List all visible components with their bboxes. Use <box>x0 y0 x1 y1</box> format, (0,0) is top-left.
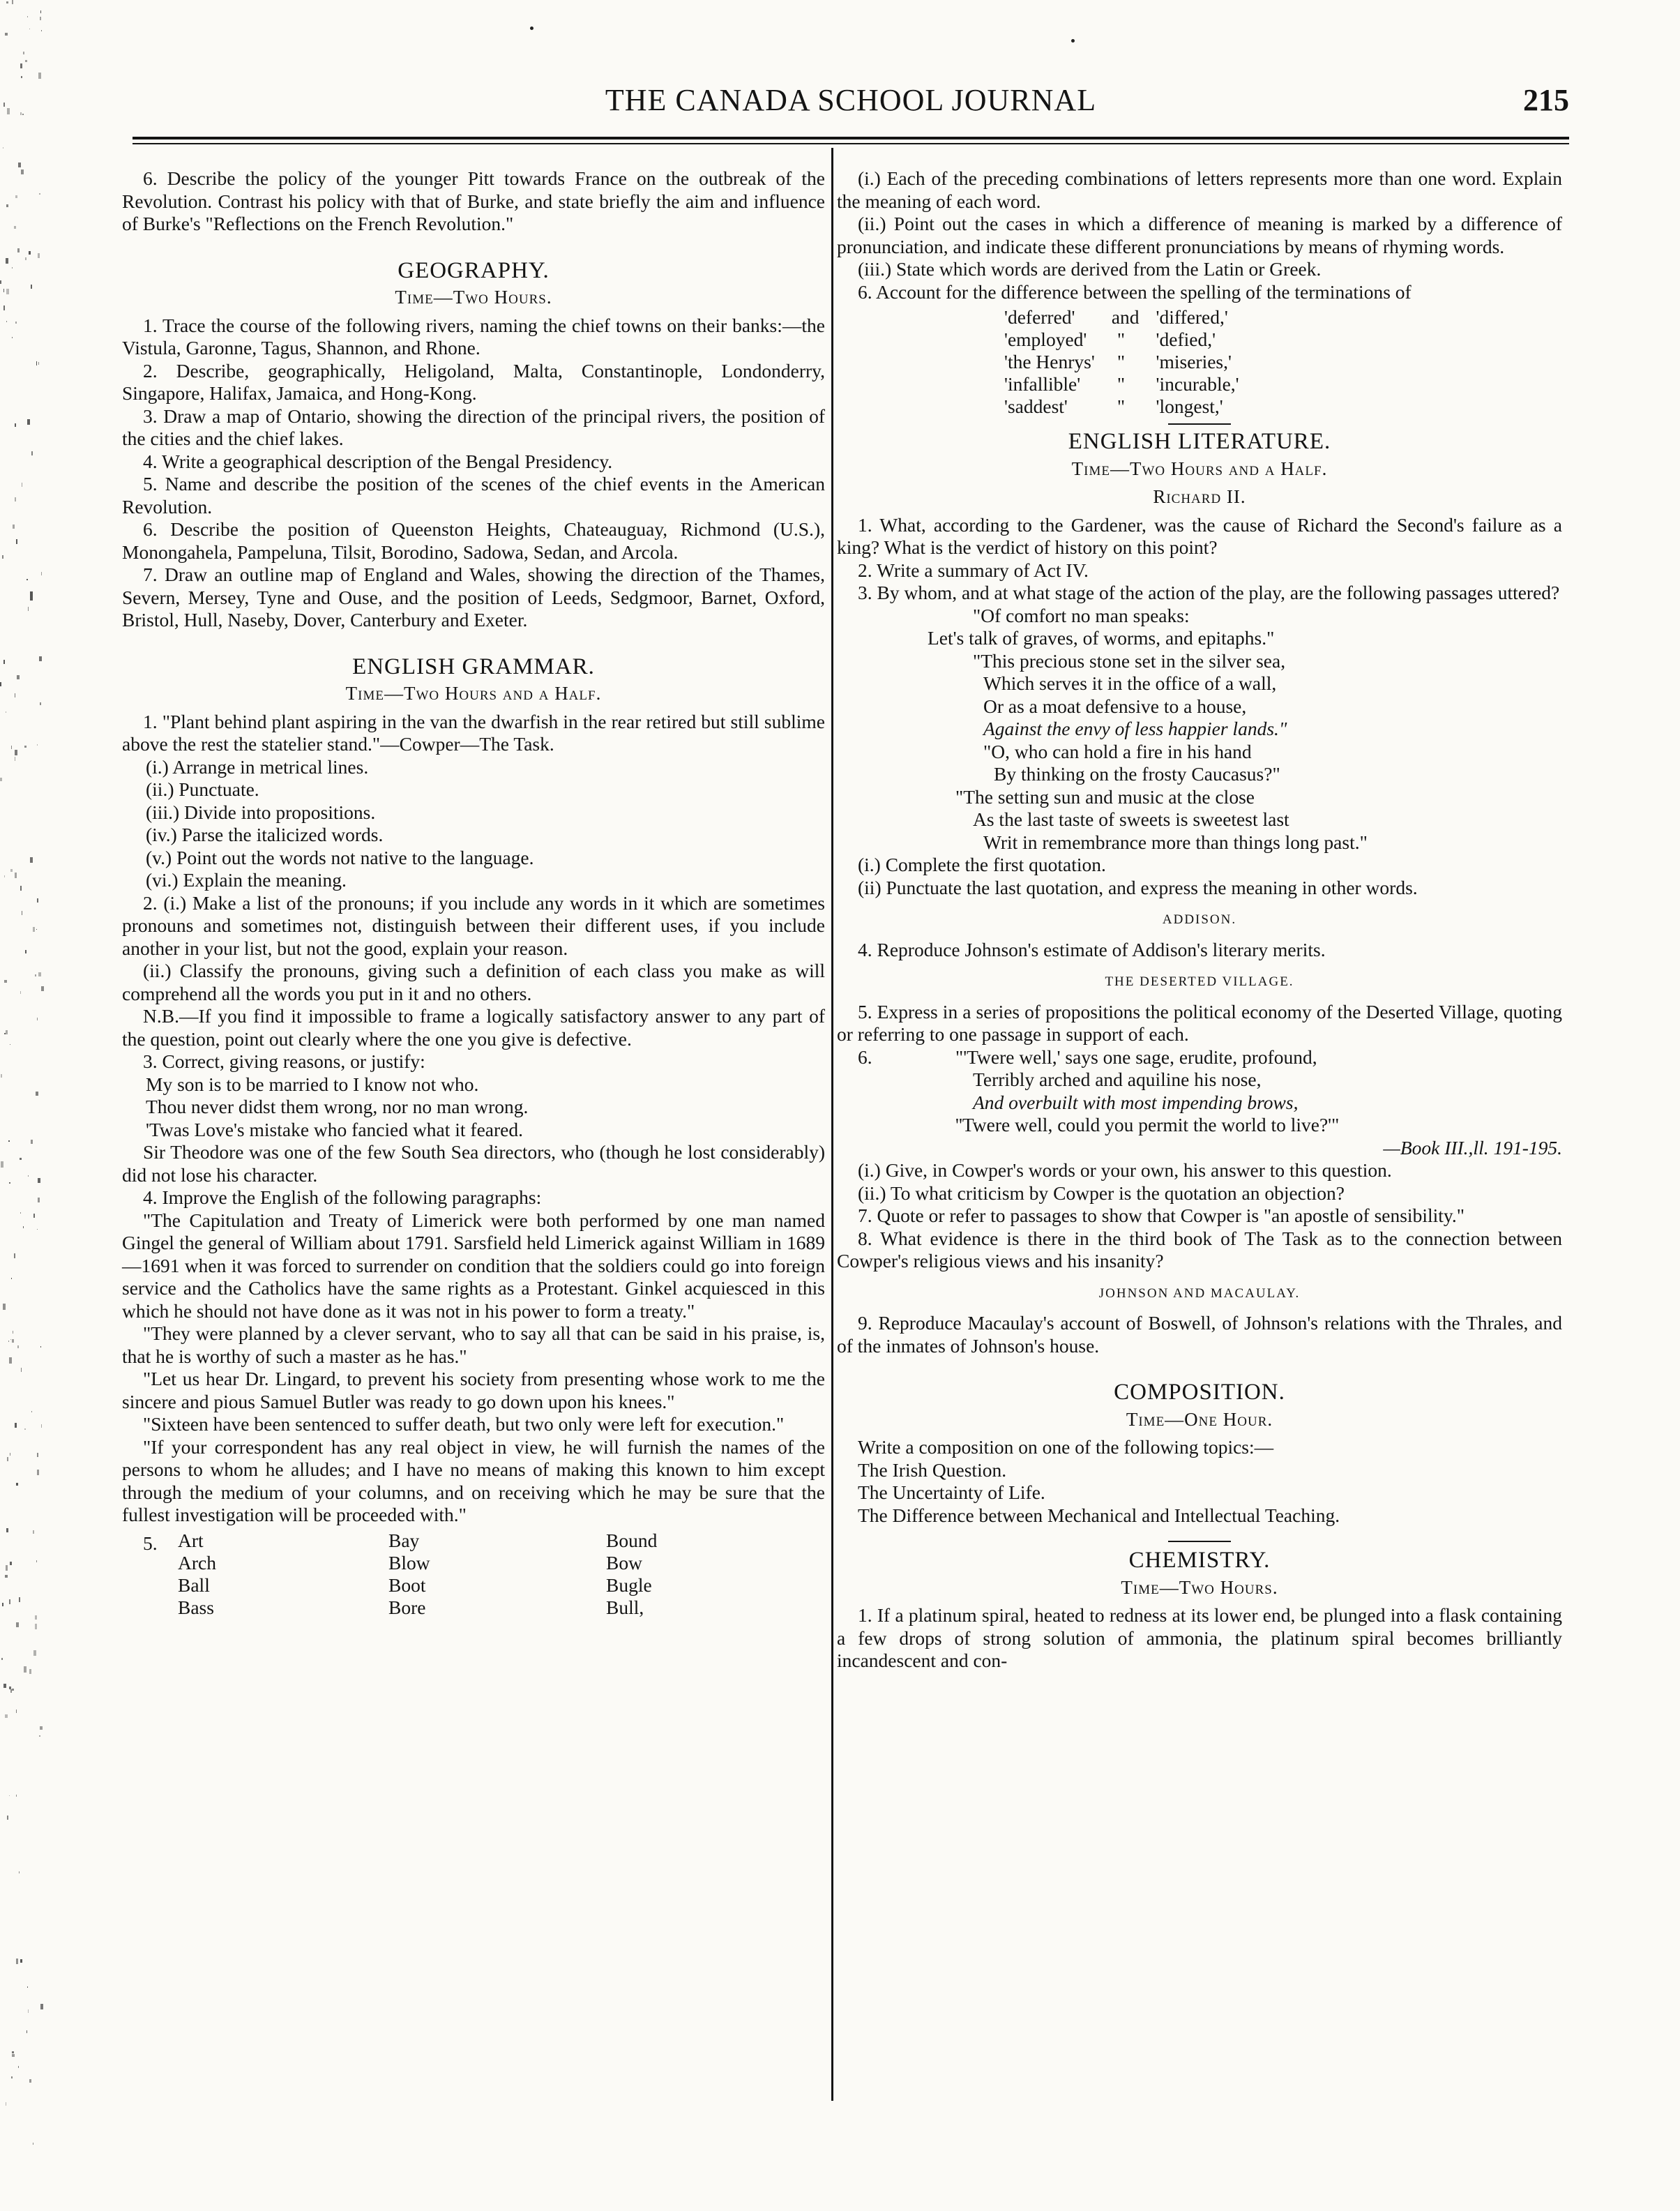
scan-speck <box>39 1735 40 1737</box>
verse-line: "O, who can hold a fire in his hand <box>983 740 1252 762</box>
scan-speck <box>25 950 27 953</box>
scan-speck <box>5 1714 8 1718</box>
scan-speck <box>31 285 32 289</box>
grammar-q4-paragraph: "If your correspondent has any real object in view, he will furnish the names of the persons to whom he alludes; and I have no means of making this known to him except through the medium of your columns, and on receiving which he may be sure that the fullest investigation will be proceeded with." <box>122 1435 825 1525</box>
scan-speck <box>20 991 21 994</box>
scan-speck <box>1 1658 3 1660</box>
scan-speck <box>40 1346 41 1348</box>
scan-speck <box>11 746 12 749</box>
scan-speck <box>14 226 16 229</box>
scan-speck <box>16 1710 17 1713</box>
scan-speck <box>1071 39 1075 43</box>
geography-heading: GEOGRAPHY. <box>398 257 550 283</box>
literature-question-3: 3. By whom, and at what stage of the action of the play, are the following passages uttered? <box>858 582 1560 603</box>
word-row <box>178 1597 672 1619</box>
grammar-q3-line: My son is to be married to I know not who. <box>146 1073 479 1095</box>
scan-speck <box>7 1816 8 1820</box>
scan-speck <box>21 1368 22 1372</box>
composition-topic: The Irish Question. <box>858 1458 1007 1481</box>
scan-speck <box>18 163 21 167</box>
scan-speck <box>27 16 28 17</box>
composition-intro: Write a composition on one of the following topics:— <box>858 1436 1274 1458</box>
scan-speck <box>8 1341 9 1342</box>
spelling-question-6: 6. Account for the difference between the spelling of the terminations of <box>858 280 1412 303</box>
scan-speck <box>37 1470 39 1475</box>
spelling-cell: 'employed' <box>1004 329 1087 350</box>
scan-speck <box>3 305 5 310</box>
scan-speck <box>24 746 27 748</box>
spelling-cell: 'defied,' <box>1156 329 1216 350</box>
scan-speck <box>41 986 44 991</box>
verse-line: "This precious stone set in the silver sea, <box>973 649 1286 672</box>
scan-speck <box>37 1018 38 1020</box>
scan-speck <box>21 76 22 78</box>
scan-speck <box>35 1615 37 1620</box>
scan-speck <box>20 886 22 891</box>
literature-question-4: 4. Reproduce Johnson's estimate of Addison's literary merits. <box>858 938 1326 960</box>
grammar-question-4: 4. Improve the English of the following paragraphs: <box>143 1186 542 1208</box>
word-row <box>178 1552 672 1574</box>
geography-question: 4. Write a geographical description of the Bengal Presidency. <box>143 450 613 472</box>
word-cell: Bound <box>606 1529 658 1551</box>
q5-part: (i.) Each of the preceding combinations of letters represents more than one word. Explain the meaning of each word. <box>837 167 1562 212</box>
grammar-q4-paragraph: "The Capitulation and Treaty of Limerick were both performed by one man named Gingel the general of William about 1791. Sarsfield held Limerick against William in 1689—1691 when it was forced to surrender on condition that the soldiers could go into foreign service and the Catholics have the same rights as a Protestant. Ginkel acquiesced in this which he should not have done as it was not in his power to form a treaty." <box>122 1209 825 1322</box>
scan-speck <box>16 1959 18 1964</box>
chemistry-time: Time—Two Hours. <box>1121 1576 1278 1598</box>
left-column <box>122 167 825 1623</box>
scan-margin-noise <box>0 0 49 2211</box>
scan-speck <box>12 1689 14 1691</box>
scan-speck <box>12 337 13 338</box>
scan-speck <box>21 169 24 174</box>
scan-speck <box>27 419 30 425</box>
scan-speck <box>1 1161 3 1168</box>
word-cell: Bull, <box>606 1596 644 1618</box>
literature-heading: ENGLISH LITERATURE. <box>1068 429 1331 454</box>
scan-speck <box>6 1528 8 1532</box>
scan-speck <box>29 251 31 255</box>
grammar-q1-part: (vi.) Explain the meaning. <box>146 869 347 891</box>
verse-line: Let's talk of graves, of worms, and epitaphs." <box>928 627 1275 649</box>
literature-question-9: 9. Reproduce Macaulay's account of Boswell, of Johnson's relations with the Thrales, and of the inmates of Johnson's house. <box>837 1312 1562 1357</box>
scan-speck <box>15 750 17 755</box>
grammar-q4-paragraph: "They were planned by a clever servant, who to say all that can be said in his praise, is, that he is worthy of such a master as he has." <box>122 1322 825 1367</box>
scan-speck <box>10 1339 11 1340</box>
grammar-time: Time—Two Hours and a Half. <box>345 683 602 704</box>
geography-question: 1. Trace the course of the following rivers, naming the chief towns on their banks:—the Vistula, Garonne, Tagus, Shannon, and Rhone. <box>122 314 825 359</box>
scan-speck <box>41 572 42 575</box>
geography-question: 2. Describe, geographically, Heligoland, Malta, Constantinople, Londonderry, Singapore, Halifax, Jamaica, and Hong-Kong. <box>122 359 825 404</box>
literature-q6-ii: (ii.) To what criticism by Cowper is the quotation an objection? <box>858 1182 1345 1204</box>
scan-speck <box>15 1423 17 1428</box>
scan-speck <box>3 103 5 107</box>
scan-speck <box>22 114 24 115</box>
scan-speck <box>31 1140 33 1144</box>
chemistry-heading: CHEMISTRY. <box>1128 1548 1271 1573</box>
journal-title: THE CANADA SCHOOL JOURNAL <box>605 83 1097 117</box>
grammar-question-5 <box>122 1530 825 1619</box>
grammar-question-1: 1. "Plant behind plant aspiring in the van the dwarfish in the rear retired but still sublime above the rest the statelier stand."—Cowper—The Task. <box>122 710 825 755</box>
scan-speck <box>17 248 20 252</box>
scan-speck <box>20 112 22 115</box>
verse-line: Which serves it in the office of a wall, <box>983 672 1277 694</box>
scan-speck <box>18 2066 19 2068</box>
scan-speck <box>38 972 41 976</box>
grammar-q3-line: 'Twas Love's mistake who fancied what it feared. <box>146 1118 523 1140</box>
scan-speck <box>7 108 10 114</box>
grammar-q5-label: 5. <box>143 1532 158 1554</box>
scan-speck <box>23 52 24 54</box>
scan-speck <box>30 596 33 601</box>
scan-speck <box>20 1158 22 1160</box>
scan-speck <box>12 1339 14 1343</box>
composition-topic: The Difference between Mechanical and Intellectual Teaching. <box>858 1504 1340 1526</box>
word-cell: Bow <box>606 1551 642 1574</box>
grammar-q1-part: (iii.) Divide into propositions. <box>146 801 376 823</box>
scan-speck <box>5 1575 8 1578</box>
scan-speck <box>30 591 33 596</box>
scan-speck <box>28 607 29 611</box>
geography-question: 7. Draw an outline map of England and Wales, showing the direction of the Thames, Severn, Mersey, Tyne and Ouse, and the position of Leeds, Sedgmoor, Barnet, Oxford, Bristol, Hull, Naseby, Dover, Canterbury and Exeter. <box>122 564 825 631</box>
spelling-cell: 'deferred' <box>1004 306 1075 328</box>
verse-line: As the last taste of sweets is sweetest last <box>973 808 1289 830</box>
scan-speck <box>0 280 1 284</box>
composition-topic: The Uncertainty of Life. <box>858 1481 1045 1503</box>
scan-speck <box>31 451 33 455</box>
scan-speck <box>6 321 7 322</box>
scan-speck <box>16 1622 19 1627</box>
grammar-q3-tail: Sir Theodore was one of the few South Sea directors, who (though he lost considerably) did not lose his character. <box>122 1141 825 1186</box>
literature-q6-label: 6. <box>858 1046 872 1068</box>
spelling-cell: and <box>1111 306 1140 328</box>
scan-speck <box>12 2054 15 2057</box>
scan-speck <box>31 1411 32 1412</box>
scan-speck <box>6 289 9 294</box>
spelling-cell: " <box>1117 351 1126 372</box>
scan-speck <box>28 1175 29 1177</box>
scan-speck <box>24 1428 26 1430</box>
grammar-q3-line: Thou never didst them wrong, nor no man wrong. <box>146 1096 529 1117</box>
scan-speck <box>38 73 41 79</box>
section-rule <box>1168 423 1231 425</box>
spelling-cell: " <box>1117 329 1126 350</box>
scan-speck <box>37 898 38 903</box>
verse-line: By thinking on the frosty Caucasus?" <box>994 763 1280 785</box>
scan-speck <box>40 1726 43 1730</box>
page-header <box>133 82 1569 124</box>
verse-line: And overbuilt with most impending brows, <box>973 1091 1299 1113</box>
spelling-row <box>1004 329 1256 351</box>
literature-time: Time—Two Hours and a Half. <box>1071 458 1328 479</box>
scan-speck <box>40 10 41 13</box>
scan-speck <box>33 1650 36 1656</box>
verse-line: "Of comfort no man speaks: <box>973 604 1190 626</box>
verse-line: Or as a moat defensive to a house, <box>983 695 1247 717</box>
spelling-cell: 'saddest' <box>1004 395 1068 417</box>
spelling-cell: 'differed,' <box>1156 306 1228 328</box>
spelling-row <box>1004 373 1256 395</box>
scan-speck <box>6 1565 8 1571</box>
scan-speck <box>36 929 37 930</box>
literature-question-6 <box>837 1046 1562 1160</box>
scan-speck <box>15 195 17 198</box>
scan-speck <box>11 2076 13 2078</box>
q5-part: (ii.) Point out the cases in which a difference of meaning is marked by a difference of pronunciation, and indicate these different pronunciations by means of rhyming words. <box>837 213 1562 257</box>
scan-speck <box>9 1182 10 1184</box>
johnson-macaulay-heading: JOHNSON AND MACAULAY. <box>1098 1285 1301 1301</box>
word-cell: Bugle <box>606 1574 652 1596</box>
grammar-nb-note: N.B.—If you find it impossible to frame a logically satisfactory answer to any part of the question, point out clearly where the one you give is defective. <box>122 1005 825 1050</box>
scan-speck <box>25 60 27 62</box>
scan-speck <box>4 875 5 877</box>
scan-speck <box>6 1 8 3</box>
literature-q3-i: (i.) Complete the first quotation. <box>858 854 1106 875</box>
spelling-cell: " <box>1117 373 1126 395</box>
spelling-cell: " <box>1117 395 1126 417</box>
scan-speck <box>9 1686 11 1689</box>
scan-speck <box>3 660 5 664</box>
scan-speck <box>38 253 40 258</box>
scan-speck <box>15 423 16 427</box>
quotation-attribution: —Book III.,ll. 191-195. <box>1383 1136 1562 1159</box>
geography-question: 5. Name and describe the position of the scenes of the chief events in the American Revolution. <box>122 473 825 518</box>
spelling-cell: 'miseries,' <box>1156 351 1232 372</box>
scan-speck <box>37 1453 38 1457</box>
verse-line: "The setting sun and music at the close <box>955 785 1255 808</box>
scan-speck <box>33 1214 35 1218</box>
spelling-cell: 'incurable,' <box>1156 373 1239 395</box>
header-rule-thin <box>133 143 1569 144</box>
scan-speck <box>15 497 16 501</box>
word-row <box>178 1530 672 1552</box>
spelling-cell: 'the Henrys' <box>1004 351 1095 372</box>
scan-speck <box>36 1092 38 1096</box>
scan-speck <box>8 1140 10 1142</box>
word-cell: Blow <box>388 1551 430 1574</box>
word-row <box>178 1574 672 1597</box>
scan-speck <box>9 1795 10 1796</box>
scan-speck <box>40 702 41 705</box>
literature-question-7: 7. Quote or refer to passages to show that Cowper is "an apostle of sensibility." <box>858 1205 1465 1226</box>
scan-speck <box>4 980 7 983</box>
q5-part: (iii.) State which words are derived from the Latin or Greek. <box>858 258 1322 280</box>
verse-line: "'Twere well,' says one sage, erudite, profound, <box>955 1046 1317 1068</box>
scan-speck <box>35 974 36 976</box>
grammar-q1-part: (i.) Arrange in metrical lines. <box>146 755 369 778</box>
scan-speck <box>36 1560 37 1562</box>
scan-speck <box>1 1074 2 1078</box>
scan-speck <box>19 1871 20 1873</box>
scan-speck <box>3 1304 6 1310</box>
scan-speck <box>11 1278 12 1279</box>
deserted-village-heading: THE DESERTED VILLAGE. <box>1105 974 1294 989</box>
verse-line: Writ in remembrance more than things long past." <box>983 831 1368 853</box>
scan-speck <box>14 1253 15 1258</box>
grammar-question-2-ii: (ii.) Classify the pronouns, giving such a definition of each class you make as will comprehend all the words you put in it and no others. <box>122 960 825 1004</box>
spelling-row <box>1004 306 1256 329</box>
word-cell: Bay <box>388 1529 420 1551</box>
scan-speck <box>0 682 1 686</box>
grammar-q4-paragraph: "Sixteen have been sentenced to suffer death, but two only were left for execution." <box>143 1413 785 1435</box>
scan-speck <box>13 525 15 529</box>
scan-speck <box>24 1666 27 1673</box>
scan-speck <box>17 675 20 679</box>
scan-speck <box>39 193 40 195</box>
scan-speck <box>27 1986 28 1988</box>
word-cell: Bass <box>178 1596 214 1618</box>
scan-speck <box>40 2004 43 2009</box>
composition-heading: COMPOSITION. <box>1114 1380 1285 1405</box>
scan-speck <box>5 33 8 36</box>
scan-speck <box>10 1562 12 1565</box>
word-table <box>178 1530 672 1619</box>
geography-question: 6. Describe the position of Queenston Heights, Chateauguay, Richmond (U.S.), Monongahela, Pampeluna, Tilsit, Borodino, Sadowa, Sedan, and Arcola. <box>122 518 825 563</box>
word-cell: Bore <box>388 1596 426 1618</box>
scan-speck <box>15 873 17 878</box>
scan-speck <box>35 1624 37 1629</box>
scan-speck <box>16 1795 17 1797</box>
chemistry-question-1: 1. If a platinum spiral, heated to redness at its lower end, be plunged into a flask containing a few drops of strong solution of ammonia, the platinum spiral becomes brilliantly incandescent and con- <box>837 1604 1562 1671</box>
column-divider <box>831 148 833 2101</box>
literature-question-5: 5. Express in a series of propositions the political economy of the Deserted Village, quoting or referring to one passage in support of each. <box>837 1000 1562 1045</box>
scan-speck <box>29 1669 31 1674</box>
scan-speck <box>12 267 13 269</box>
grammar-q1-part: (ii.) Punctuate. <box>146 778 259 800</box>
literature-question-8: 8. What evidence is there in the third book of The Task as to the connection between Cowper's religious views and his insanity? <box>837 1227 1562 1271</box>
scan-speck <box>9 1599 10 1604</box>
scan-speck <box>16 1483 18 1486</box>
geography-time: Time—Two Hours. <box>395 287 552 308</box>
scan-speck <box>39 656 42 661</box>
scan-speck <box>7 1457 8 1461</box>
geography-question: 3. Draw a map of Ontario, showing the direction of the principal rivers, the position of the cities and the chief lakes. <box>122 405 825 449</box>
scan-speck <box>530 27 533 30</box>
scan-speck <box>33 1530 34 1534</box>
scan-speck <box>41 30 42 31</box>
section-rule <box>1168 1541 1231 1542</box>
scan-speck <box>6 258 8 264</box>
composition-time: Time—One Hour. <box>1126 1408 1273 1430</box>
header-rule <box>133 137 1569 139</box>
scan-speck <box>3 289 4 292</box>
scan-speck <box>3 1684 6 1688</box>
word-cell: Arch <box>178 1551 216 1574</box>
grammar-question-2-i: 2. (i.) Make a list of the pronouns; if you include any words in it which are sometimes pronouns and sometimes not, distinguish between their different uses, if you include another in your list, but not the good, explain your reason. <box>122 891 825 959</box>
scan-speck <box>36 361 37 365</box>
scan-speck <box>17 1345 19 1348</box>
grammar-q1-part: (v.) Point out the words not native to the language. <box>146 846 534 868</box>
scan-speck <box>37 744 38 746</box>
right-column <box>837 167 1562 1673</box>
word-cell: Ball <box>178 1574 210 1596</box>
scan-speck <box>40 17 41 20</box>
grammar-q1-part: (iv.) Parse the italicized words. <box>146 824 384 845</box>
scan-speck <box>12 0 13 4</box>
verse-line: Terribly arched and aquiline his nose, <box>973 1069 1262 1090</box>
scan-speck <box>10 869 13 872</box>
scan-speck <box>27 579 28 580</box>
scan-speck <box>15 322 17 324</box>
scan-speck <box>2 1603 3 1606</box>
history-question-6: 6. Describe the policy of the younger Pitt towards France on the outbreak of the Revolution. Contrast his policy with that of Burke, and state briefly the aim and influence of Burke's "Reflections on the French Revolution." <box>122 167 825 234</box>
scan-speck <box>12 2051 14 2053</box>
scan-speck <box>10 1689 12 1693</box>
grammar-heading: ENGLISH GRAMMAR. <box>352 654 595 679</box>
scan-speck <box>25 257 27 260</box>
spelling-table <box>1004 306 1256 418</box>
scan-speck <box>30 857 33 863</box>
scan-speck <box>38 1198 40 1202</box>
page-number: 215 <box>1523 83 1569 117</box>
scan-speck <box>37 1229 38 1230</box>
literature-question-1: 1. What, according to the Gardener, was the cause of Richard the Second's failure as a king? What is the verdict of history on this point? <box>837 513 1562 558</box>
spelling-row <box>1004 351 1256 373</box>
scan-speck <box>41 1424 42 1428</box>
scan-speck <box>6 1030 8 1034</box>
verse-line: ''Twere well, could you permit the world to live?'" <box>955 1114 1340 1135</box>
spelling-cell: 'infallible' <box>1004 373 1081 395</box>
spelling-cell: 'longest,' <box>1156 395 1223 417</box>
scan-speck <box>0 778 2 781</box>
literature-q3-ii: (ii) Punctuate the last quotation, and express the meaning in other words. <box>858 876 1418 898</box>
literature-play: Richard II. <box>1153 486 1246 507</box>
scan-speck <box>20 63 22 68</box>
scan-speck <box>6 204 8 207</box>
addison-heading: ADDISON. <box>1162 912 1237 927</box>
word-cell: Art <box>178 1529 204 1551</box>
spelling-row <box>1004 395 1256 418</box>
word-cell: Boot <box>388 1574 426 1596</box>
scan-speck <box>20 1959 22 1963</box>
literature-question-2: 2. Write a summary of Act IV. <box>858 559 1089 581</box>
literature-q6-i: (i.) Give, in Cowper's words or your own, his answer to this question. <box>858 1159 1392 1181</box>
scan-speck <box>19 1597 20 1602</box>
scan-speck <box>38 362 39 365</box>
verse-line: Against the envy of less happier lands." <box>983 718 1287 739</box>
grammar-q4-paragraph: "Let us hear Dr. Lingard, to prevent his society from presenting whose work to me the sincere and pious Samuel Butler was ready to go down upon his knees." <box>122 1368 825 1412</box>
scan-speck <box>20 1212 21 1214</box>
scan-speck <box>23 1226 24 1228</box>
scan-speck <box>9 1357 12 1364</box>
scan-speck <box>33 927 35 932</box>
grammar-question-3: 3. Correct, giving reasons, or justify: <box>143 1050 425 1072</box>
scan-speck <box>28 2009 29 2013</box>
scan-speck <box>2 555 3 559</box>
scan-speck <box>38 1178 40 1183</box>
scan-speck <box>29 2079 31 2083</box>
scan-speck <box>16 539 17 544</box>
